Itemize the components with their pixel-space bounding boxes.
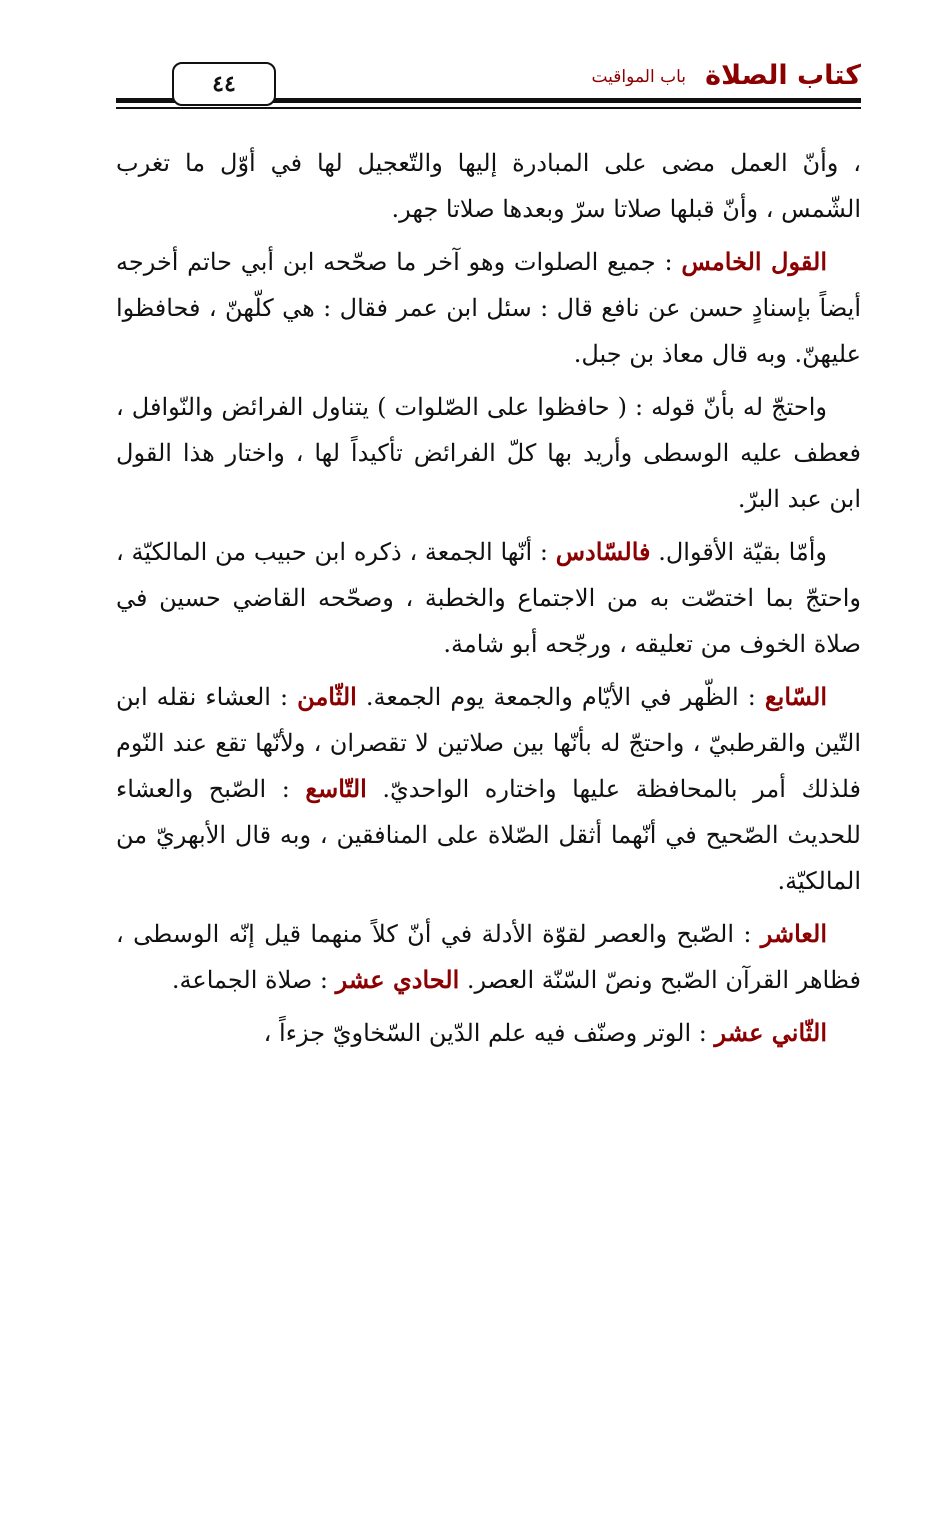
paragraph-6 bbox=[116, 911, 861, 1003]
book-title: كتاب الصلاة bbox=[705, 60, 861, 91]
paragraph-text: : صلاة الجماعة. bbox=[171, 966, 336, 994]
paragraph-text: : الوتر وصنّف فيه علم الدّين السّخاويّ جزءاً ، bbox=[263, 1019, 715, 1047]
paragraph-3 bbox=[116, 384, 861, 522]
paragraph-text: : أنّها الجمعة ، ذكره ابن حبيب من المالكيّة ، واحتجّ بما اختصّت به من الاجتماع والخطبة ، وصحّحه القاضي حسين في صلاة الخوف من تعليقه ، ورجّحه أبو شامة. bbox=[116, 538, 861, 658]
opinion-label-fifth: القول الخامس bbox=[681, 247, 827, 276]
paragraph-text: وأمّا بقيّة الأقوال. bbox=[650, 538, 827, 566]
paragraph-1 bbox=[116, 140, 861, 232]
paragraph-text: : العشاء نقله ابن التّين والقرطبيّ ، واحتجّ له بأنّها بين صلاتين لا تقصران ، ولأنّها تقع عند النّوم فلذلك أمر بالمحافظة عليها واختاره الواحديّ. bbox=[116, 683, 862, 803]
paragraph-5 bbox=[116, 674, 861, 904]
page-header bbox=[116, 58, 861, 113]
paragraph-2 bbox=[116, 239, 861, 377]
chapter-title: باب المواقيت bbox=[591, 67, 686, 87]
paragraph-text: ، وأنّ العمل مضى على المبادرة إليها والتّعجيل لها في أوّل ما تغرب الشّمس ، وأنّ قبلها صلاتا سرّ وبعدها صلاتا جهر. bbox=[116, 149, 861, 223]
paragraph-text: : الصّبح والعصر لقوّة الأدلة في أنّ كلاً منهما قيل إنّه الوسطى ، فظاهر القرآن الصّبح ونصّ السّنّة العصر. bbox=[116, 920, 861, 994]
opinion-label-twelfth: الثّاني عشر bbox=[714, 1018, 827, 1047]
paragraph-text: : الصّبح والعشاء للحديث الصّحيح في أنّهما أثقل الصّلاة على المنافقين ، وبه قال الأبهريّ من المالكيّة. bbox=[116, 775, 861, 895]
paragraph-7 bbox=[116, 1010, 861, 1056]
page-number: ٤٤ bbox=[172, 62, 276, 106]
opinion-label-seventh: السّابع bbox=[764, 682, 828, 711]
paragraph-4 bbox=[116, 529, 861, 667]
opinion-label-eighth: الثّامن bbox=[297, 682, 357, 711]
opinion-label-sixth: فالسّادس bbox=[555, 537, 651, 566]
header-rule-thin bbox=[116, 107, 861, 109]
opinion-label-tenth: العاشر bbox=[760, 919, 827, 948]
opinion-label-eleventh: الحادي عشر bbox=[335, 965, 460, 994]
page-body bbox=[116, 140, 861, 1063]
paragraph-text: واحتجّ له بأنّ قوله : ( حافظوا على الصّلوات ) يتناول الفرائض والنّوافل ، فعطف عليه الوسطى وأريد بها كلّ الفرائض تأكيداً لها ، واختار هذا القول ابن عبد البرّ. bbox=[116, 393, 861, 513]
opinion-label-ninth: التّاسع bbox=[305, 774, 367, 803]
paragraph-text: : جميع الصلوات وهو آخر ما صحّحه ابن أبي حاتم أخرجه أيضاً بإسنادٍ حسن عن نافع قال : سئل ابن عمر فقال : هي كلّهنّ ، فحافظوا عليهنّ. وبه قال معاذ بن جبل. bbox=[116, 248, 862, 368]
paragraph-text: : الظّهر في الأيّام والجمعة يوم الجمعة. bbox=[356, 683, 765, 711]
